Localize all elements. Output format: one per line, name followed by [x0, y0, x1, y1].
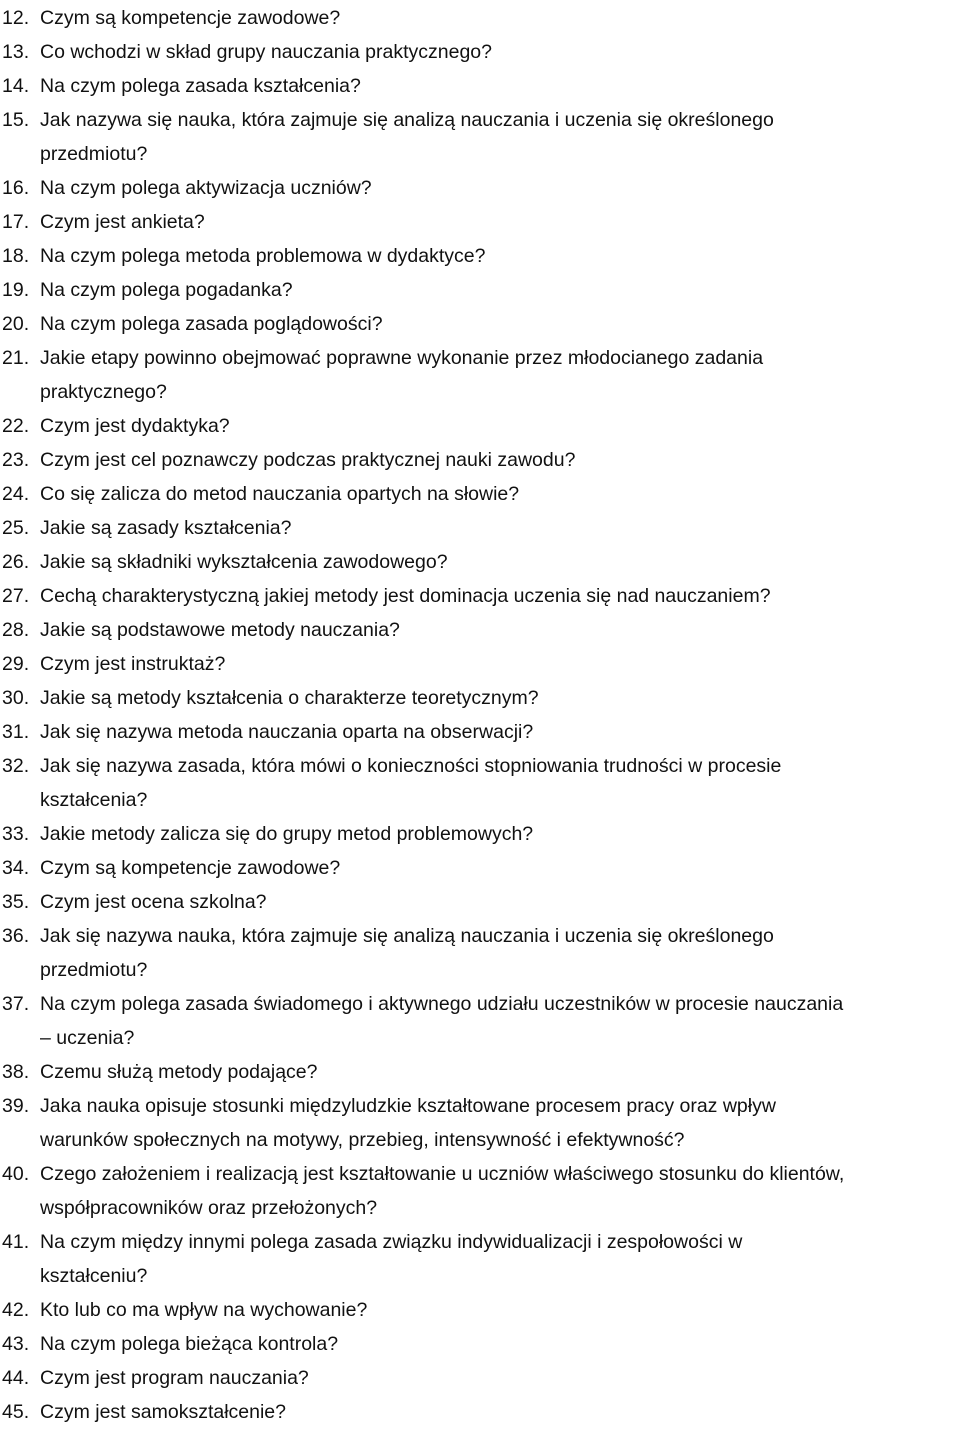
question-text-line: Na czym polega aktywizacja uczniów?	[40, 177, 372, 199]
question-text	[40, 69, 960, 103]
question-text-line: kształcenia?	[40, 789, 148, 811]
question-text-line: Co wchodzi w skład grupy nauczania praktycznego?	[40, 41, 492, 63]
question-text-line: Czym jest program nauczania?	[40, 1367, 309, 1389]
question-text-line: – uczenia?	[40, 1027, 135, 1049]
question-number: 28.	[2, 619, 30, 641]
question-item	[0, 1089, 960, 1157]
question-text-line: Cechą charakterystyczną jakiej metody jest dominacja uczenia się nad nauczaniem?	[40, 585, 771, 607]
question-number: 23.	[2, 449, 30, 471]
question-text	[40, 1293, 960, 1327]
question-text-line: Czym są kompetencje zawodowe?	[40, 857, 341, 879]
question-text-line: Czym jest instruktaż?	[40, 653, 226, 675]
question-text	[40, 613, 960, 647]
question-item	[0, 511, 960, 545]
question-text	[40, 171, 960, 205]
question-text-line: przedmiotu?	[40, 959, 148, 981]
question-item	[0, 1157, 960, 1225]
question-text-line: Na czym między innymi polega zasada związku indywidualizacji i zespołowości w	[40, 1231, 743, 1253]
question-item	[0, 545, 960, 579]
question-number: 36.	[2, 925, 30, 947]
question-number: 32.	[2, 755, 30, 777]
question-number: 29.	[2, 653, 30, 675]
question-text-line: Jakie są metody kształcenia o charakterze teoretycznym?	[40, 687, 539, 709]
question-text	[40, 749, 960, 817]
question-text	[40, 681, 960, 715]
question-text	[40, 477, 960, 511]
question-text-line: Czym jest ocena szkolna?	[40, 891, 267, 913]
question-number: 41.	[2, 1231, 30, 1253]
question-number: 13.	[2, 41, 30, 63]
question-text-line: kształceniu?	[40, 1265, 148, 1287]
question-number: 20.	[2, 313, 30, 335]
question-number: 18.	[2, 245, 30, 267]
question-item	[0, 239, 960, 273]
question-number: 43.	[2, 1333, 30, 1355]
question-number: 44.	[2, 1367, 30, 1389]
question-item	[0, 35, 960, 69]
question-number: 26.	[2, 551, 30, 573]
question-item	[0, 681, 960, 715]
question-item	[0, 171, 960, 205]
question-text	[40, 1157, 960, 1225]
question-text-line: Czym jest ankieta?	[40, 211, 205, 233]
question-number: 33.	[2, 823, 30, 845]
question-item	[0, 1361, 960, 1395]
question-text-line: Na czym polega pogadanka?	[40, 279, 293, 301]
question-text-line: Czym jest cel poznawczy podczas praktycznej nauki zawodu?	[40, 449, 576, 471]
question-text	[40, 409, 960, 443]
question-item	[0, 1395, 960, 1429]
question-text-line: Co się zalicza do metod nauczania opartych na słowie?	[40, 483, 520, 505]
question-item	[0, 613, 960, 647]
question-text-line: Czego założeniem i realizacją jest kształtowanie u uczniów właściwego stosunku do klientów,	[40, 1163, 845, 1185]
question-number: 34.	[2, 857, 30, 879]
question-text-line: Na czym polega zasada kształcenia?	[40, 75, 361, 97]
question-text-line: Czym jest dydaktyka?	[40, 415, 230, 437]
question-text	[40, 239, 960, 273]
question-text	[40, 885, 960, 919]
question-text-line: warunków społecznych na motywy, przebieg, intensywność i efektywność?	[40, 1129, 685, 1151]
question-text	[40, 1089, 960, 1157]
question-item	[0, 1225, 960, 1293]
question-item	[0, 987, 960, 1055]
question-text	[40, 511, 960, 545]
question-text	[40, 205, 960, 239]
question-number: 30.	[2, 687, 30, 709]
question-number: 40.	[2, 1163, 30, 1185]
question-text-line: Jakie są składniki wykształcenia zawodowego?	[40, 551, 448, 573]
question-text	[40, 35, 960, 69]
question-number: 25.	[2, 517, 30, 539]
question-text	[40, 579, 960, 613]
question-text	[40, 341, 960, 409]
question-number: 38.	[2, 1061, 30, 1083]
question-text-line: Na czym polega zasada świadomego i aktywnego udziału uczestników w procesie nauczania	[40, 993, 844, 1015]
question-number: 16.	[2, 177, 30, 199]
question-text	[40, 715, 960, 749]
question-item	[0, 69, 960, 103]
question-number: 35.	[2, 891, 30, 913]
question-item	[0, 749, 960, 817]
question-number: 37.	[2, 993, 30, 1015]
question-item	[0, 443, 960, 477]
question-text	[40, 1327, 960, 1361]
question-item	[0, 341, 960, 409]
question-text	[40, 1, 960, 35]
question-number: 14.	[2, 75, 30, 97]
question-text-line: Jakie etapy powinno obejmować poprawne wykonanie przez młodocianego zadania	[40, 347, 764, 369]
question-item	[0, 919, 960, 987]
question-text	[40, 851, 960, 885]
question-number: 17.	[2, 211, 30, 233]
question-text-line: Jak się nazywa zasada, która mówi o konieczności stopniowania trudności w procesie	[40, 755, 782, 777]
question-number: 21.	[2, 347, 30, 369]
question-text	[40, 443, 960, 477]
question-list	[0, 1, 960, 1429]
question-text-line: Na czym polega zasada poglądowości?	[40, 313, 383, 335]
question-number: 27.	[2, 585, 30, 607]
question-item	[0, 885, 960, 919]
question-text-line: Na czym polega metoda problemowa w dydaktyce?	[40, 245, 486, 267]
question-item	[0, 851, 960, 885]
question-number: 19.	[2, 279, 30, 301]
question-text	[40, 307, 960, 341]
question-text	[40, 273, 960, 307]
question-text	[40, 817, 960, 851]
question-text-line: Jakie są podstawowe metody nauczania?	[40, 619, 400, 641]
question-item	[0, 1293, 960, 1327]
question-text-line: Na czym polega bieżąca kontrola?	[40, 1333, 339, 1355]
question-text-line: Jaka nauka opisuje stosunki międzyludzkie kształtowane procesem pracy oraz wpływ	[40, 1095, 776, 1117]
question-text-line: Kto lub co ma wpływ na wychowanie?	[40, 1299, 368, 1321]
question-text	[40, 647, 960, 681]
question-item	[0, 715, 960, 749]
question-item	[0, 1055, 960, 1089]
question-number: 15.	[2, 109, 30, 131]
question-text	[40, 103, 960, 171]
question-text	[40, 1055, 960, 1089]
question-text	[40, 987, 960, 1055]
question-item	[0, 1327, 960, 1361]
question-number: 39.	[2, 1095, 30, 1117]
question-number: 42.	[2, 1299, 30, 1321]
question-text	[40, 919, 960, 987]
question-number: 12.	[2, 7, 30, 29]
question-text	[40, 1361, 960, 1395]
question-text-line: Jakie metody zalicza się do grupy metod problemowych?	[40, 823, 534, 845]
question-item	[0, 647, 960, 681]
question-text	[40, 545, 960, 579]
question-text-line: Jak się nazywa nauka, która zajmuje się analizą nauczania i uczenia się określonego	[40, 925, 774, 947]
question-text-line: praktycznego?	[40, 381, 167, 403]
question-item	[0, 409, 960, 443]
question-item	[0, 205, 960, 239]
question-item	[0, 477, 960, 511]
question-number: 24.	[2, 483, 30, 505]
question-number: 45.	[2, 1401, 30, 1423]
question-text-line: Jakie są zasady kształcenia?	[40, 517, 292, 539]
question-text-line: Czym jest samokształcenie?	[40, 1401, 286, 1423]
question-text-line: współpracowników oraz przełożonych?	[40, 1197, 378, 1219]
question-text-line: Jak się nazywa metoda nauczania oparta na obserwacji?	[40, 721, 534, 743]
question-number: 22.	[2, 415, 30, 437]
question-text	[40, 1395, 960, 1429]
question-text-line: przedmiotu?	[40, 143, 148, 165]
question-item	[0, 1, 960, 35]
question-item	[0, 579, 960, 613]
question-item	[0, 103, 960, 171]
question-text	[40, 1225, 960, 1293]
question-item	[0, 817, 960, 851]
question-item	[0, 307, 960, 341]
question-item	[0, 273, 960, 307]
question-text-line: Czemu służą metody podające?	[40, 1061, 318, 1083]
question-text-line: Czym są kompetencje zawodowe?	[40, 7, 341, 29]
question-text-line: Jak nazywa się nauka, która zajmuje się analizą nauczania i uczenia się określonego	[40, 109, 774, 131]
question-number: 31.	[2, 721, 30, 743]
